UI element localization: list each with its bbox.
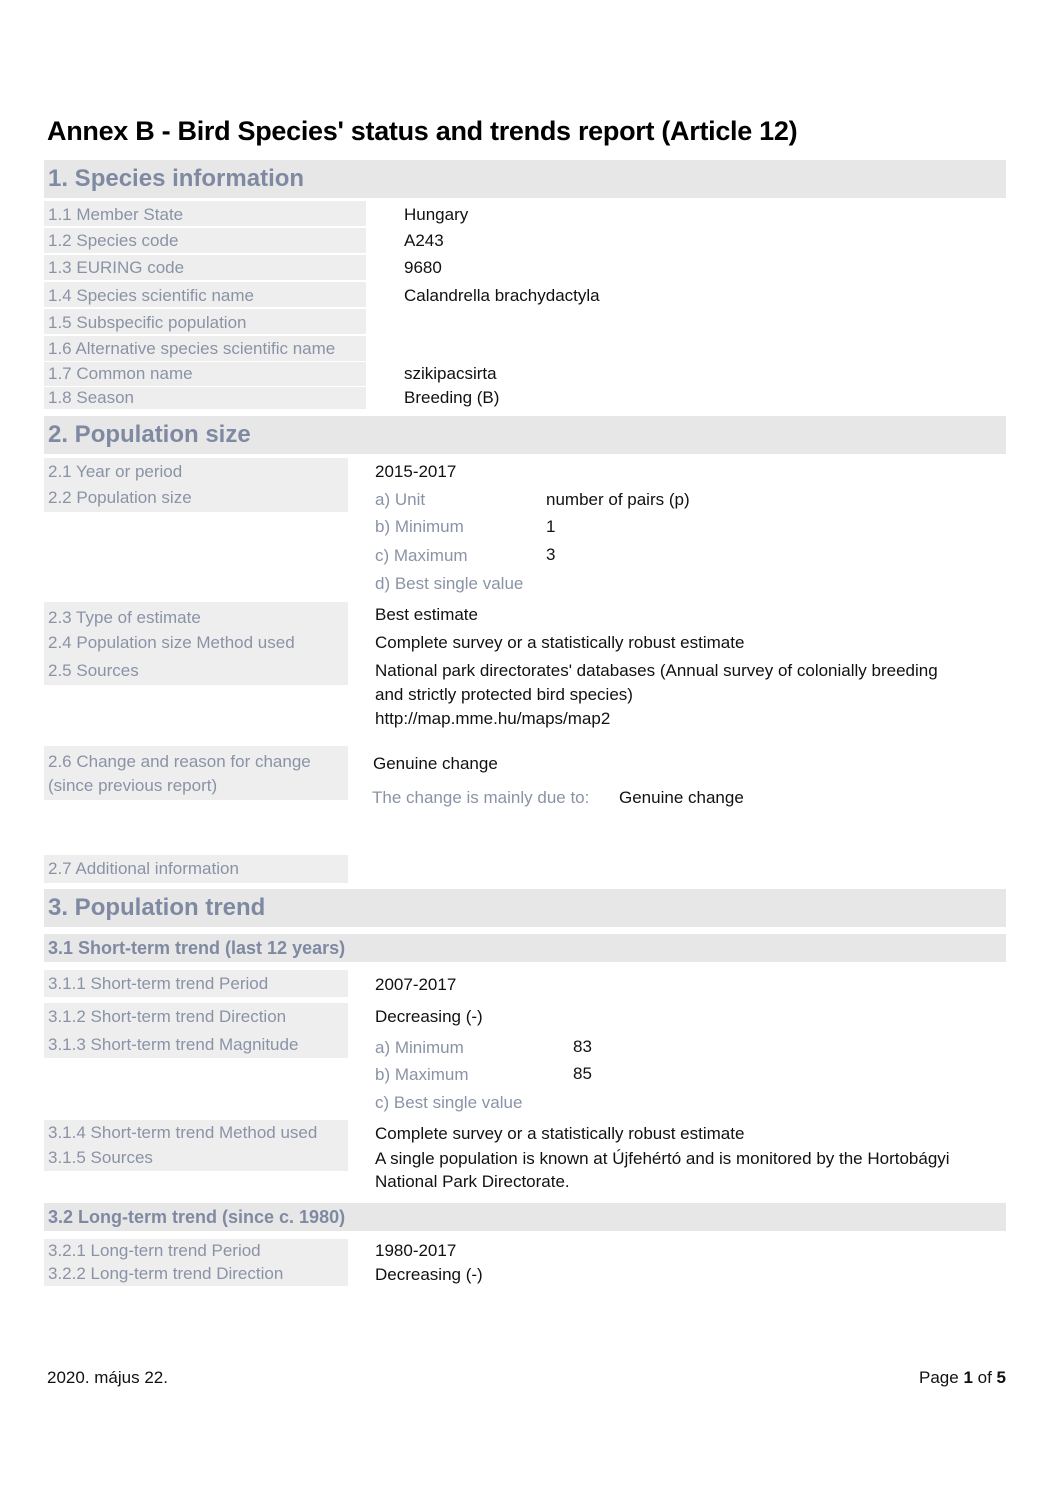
- change-reason-label-sub: (since previous report): [48, 776, 218, 795]
- long-term-period-label: 3.2.1 Long-tern trend Period: [48, 1241, 261, 1260]
- short-term-period-label: 3.1.1 Short-term trend Period: [48, 974, 269, 993]
- short-term-method-label: 3.1.4 Short-term trend Method used: [48, 1123, 318, 1142]
- species-code-label: 1.2 Species code: [48, 231, 179, 250]
- short-term-minimum-value: 83: [573, 1037, 592, 1056]
- change-due-value: Genuine change: [619, 788, 744, 807]
- scientific-name-label: 1.4 Species scientific name: [48, 286, 254, 305]
- minimum-label: b) Minimum: [375, 517, 464, 536]
- sources-link[interactable]: http://map.mme.hu/maps/map2: [375, 709, 611, 728]
- short-term-maximum-value: 85: [573, 1064, 592, 1083]
- scientific-name-value: Calandrella brachydactyla: [404, 286, 600, 305]
- unit-label: a) Unit: [375, 490, 426, 509]
- additional-info-label: 2.7 Additional information: [48, 859, 239, 878]
- year-period-label: 2.1 Year or period: [48, 462, 183, 481]
- season-value: Breeding (B): [404, 388, 500, 407]
- change-value: Genuine change: [373, 754, 498, 773]
- euring-code-label: 1.3 EURING code: [48, 258, 185, 277]
- page-current: 1: [963, 1368, 973, 1387]
- short-term-sources-line2: National Park Directorate.: [375, 1172, 570, 1191]
- short-term-sources-line1: A single population is known at Újfehértó and is monitored by the Hortobágyi: [375, 1149, 950, 1168]
- long-term-direction-label: 3.2.2 Long-term trend Direction: [48, 1264, 284, 1283]
- method-used-label: 2.4 Population size Method used: [48, 633, 295, 652]
- change-reason-label: 2.6 Change and reason for change: [48, 752, 311, 771]
- year-period-value: 2015-2017: [375, 462, 457, 481]
- subspecific-population-label: 1.5 Subspecific population: [48, 313, 247, 332]
- page-indicator: [919, 1368, 1006, 1388]
- estimate-type-value: Best estimate: [375, 605, 478, 624]
- section-3-heading: 3. Population trend: [48, 894, 266, 921]
- short-term-heading: 3.1 Short-term trend (last 12 years): [48, 938, 346, 958]
- short-term-method-value: Complete survey or a statistically robust estimate: [375, 1124, 745, 1143]
- page-total: 5: [996, 1368, 1006, 1387]
- maximum-label: c) Maximum: [375, 546, 468, 565]
- short-term-maximum-label: b) Maximum: [375, 1065, 469, 1084]
- document-title: Annex B - Bird Species' status and trends report (Article 12): [47, 116, 798, 146]
- sources-value-line2: and strictly protected bird species): [375, 685, 633, 704]
- short-term-magnitude-label: 3.1.3 Short-term trend Magnitude: [48, 1035, 299, 1054]
- alternative-name-label: 1.6 Alternative species scientific name: [48, 339, 336, 358]
- short-term-sources-label: 3.1.5 Sources: [48, 1148, 153, 1167]
- long-term-heading: 3.2 Long-term trend (since c. 1980): [48, 1207, 346, 1227]
- season-label: 1.8 Season: [48, 388, 135, 407]
- short-term-direction-label: 3.1.2 Short-term trend Direction: [48, 1007, 287, 1026]
- unit-value: number of pairs (p): [546, 490, 690, 509]
- short-term-minimum-label: a) Minimum: [375, 1038, 464, 1057]
- common-name-value: szikipacsirta: [404, 364, 497, 383]
- species-code-value: A243: [404, 231, 444, 250]
- estimate-type-label: 2.3 Type of estimate: [48, 608, 201, 627]
- long-term-period-value: 1980-2017: [375, 1241, 457, 1260]
- method-used-value: Complete survey or a statistically robust estimate: [375, 633, 745, 652]
- population-size-label: 2.2 Population size: [48, 488, 192, 507]
- change-due-label: The change is mainly due to:: [372, 788, 590, 807]
- member-state-label: 1.1 Member State: [48, 205, 184, 224]
- footer-date: 2020. május 22.: [47, 1368, 168, 1387]
- euring-code-value: 9680: [404, 258, 442, 277]
- sources-label: 2.5 Sources: [48, 661, 139, 680]
- maximum-value: 3: [546, 545, 556, 564]
- section-1-heading: 1. Species information: [48, 165, 305, 192]
- section-2-heading: 2. Population size: [48, 421, 251, 448]
- common-name-label: 1.7 Common name: [48, 364, 193, 383]
- member-state-value: Hungary: [404, 205, 469, 224]
- short-term-period-value: 2007-2017: [375, 975, 457, 994]
- best-single-value-label: d) Best single value: [375, 574, 524, 593]
- page-middle: of: [972, 1368, 997, 1387]
- page-prefix: Page: [919, 1368, 964, 1387]
- short-term-direction-value: Decreasing (-): [375, 1007, 483, 1026]
- short-term-best-value-label: c) Best single value: [375, 1093, 523, 1112]
- long-term-direction-value: Decreasing (-): [375, 1265, 483, 1284]
- minimum-value: 1: [546, 517, 556, 536]
- sources-value-line1: National park directorates' databases (Annual survey of colonially breeding: [375, 661, 938, 680]
